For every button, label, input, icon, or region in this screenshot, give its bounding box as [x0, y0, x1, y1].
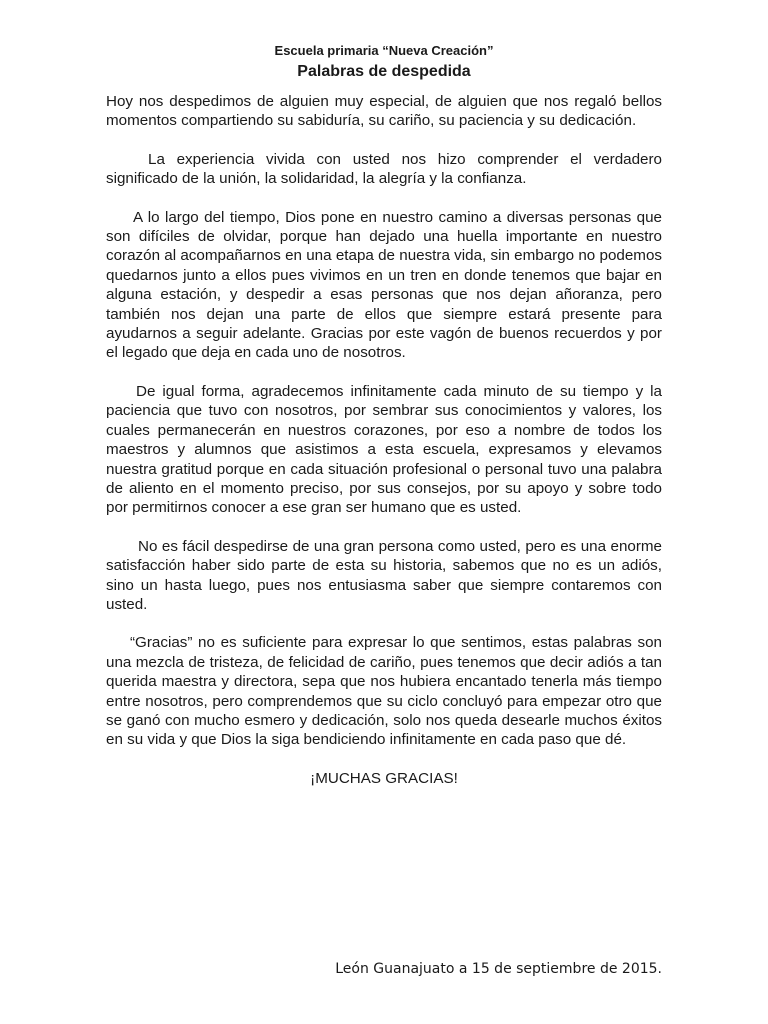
school-name: Escuela primaria “Nueva Creación” — [274, 43, 494, 58]
place-and-date: León Guanajuato a 15 de septiembre de 2015. — [335, 961, 662, 977]
paragraph-5: No es fácil despedirse de una gran persona como usted, pero es una enorme satisfacción haber sido parte de esta su historia, sabemos que no es un adiós, sino un hasta luego, pues nos entusiasma saber que siempre contaremos con usted. — [106, 537, 662, 613]
document-page — [106, 42, 662, 788]
paragraph-3: A lo largo del tiempo, Dios pone en nuestro camino a diversas personas que son difíciles de olvidar, porque han dejado una huella importante en nuestro corazón al acompañarnos en una etapa de nuestra vida, sin embargo no podemos quedarnos junto a ellos pues vivimos en un tren en donde tenemos que bajar en alguna estación, y despedir a esas personas que nos dejan añoranza, pero también nos dejan una parte de ellos que siempre estará presente para ayudarnos a seguir adelante. Gracias por este vagón de buenos recuerdos y por el legado que deja en cada uno de nosotros. — [106, 208, 662, 362]
paragraph-1: Hoy nos despedimos de alguien muy especial, de alguien que nos regaló bellos momentos compartiendo su sabiduría, su cariño, su paciencia y su dedicación. — [106, 93, 662, 130]
paragraph-6: “Gracias” no es suficiente para expresar lo que sentimos, estas palabras son una mezcla de tristeza, de felicidad de cariño, pues tenemos que decir adiós a tan querida maestra y directora, sepa que nos hubiera encantado tenerla más tiempo entre nosotros, pero comprendemos que su ciclo concluyó para empezar otro que se ganó con mucho esmero y dedicación, solo nos queda desearle muchos éxitos en su vida y que Dios la siga bendiciendo infinitamente en cada paso que dé. — [106, 634, 662, 749]
paragraph-2: La experiencia vivida con usted nos hizo comprender el verdadero significado de la unión, la solidaridad, la alegría y la confianza. — [106, 150, 662, 188]
closing-thanks: ¡MUCHAS GRACIAS! — [310, 769, 458, 787]
document-title: Palabras de despedida — [297, 63, 471, 80]
paragraph-4: De igual forma, agradecemos infinitamente cada minuto de su tiempo y la paciencia que tuvo con nosotros, por sembrar sus conocimientos y valores, los cuales permanecerán en nuestros corazones, por eso a nombre de todos los maestros y alumnos que asistimos a esta escuela, expresamos y elevamos nuestra gratitud porque en cada situación profesional o personal tuvo una palabra de aliento en el momento preciso, por sus consejos, por su apoyo y sobre todo por permitirnos conocer a ese gran ser humano que es usted. — [106, 382, 662, 517]
